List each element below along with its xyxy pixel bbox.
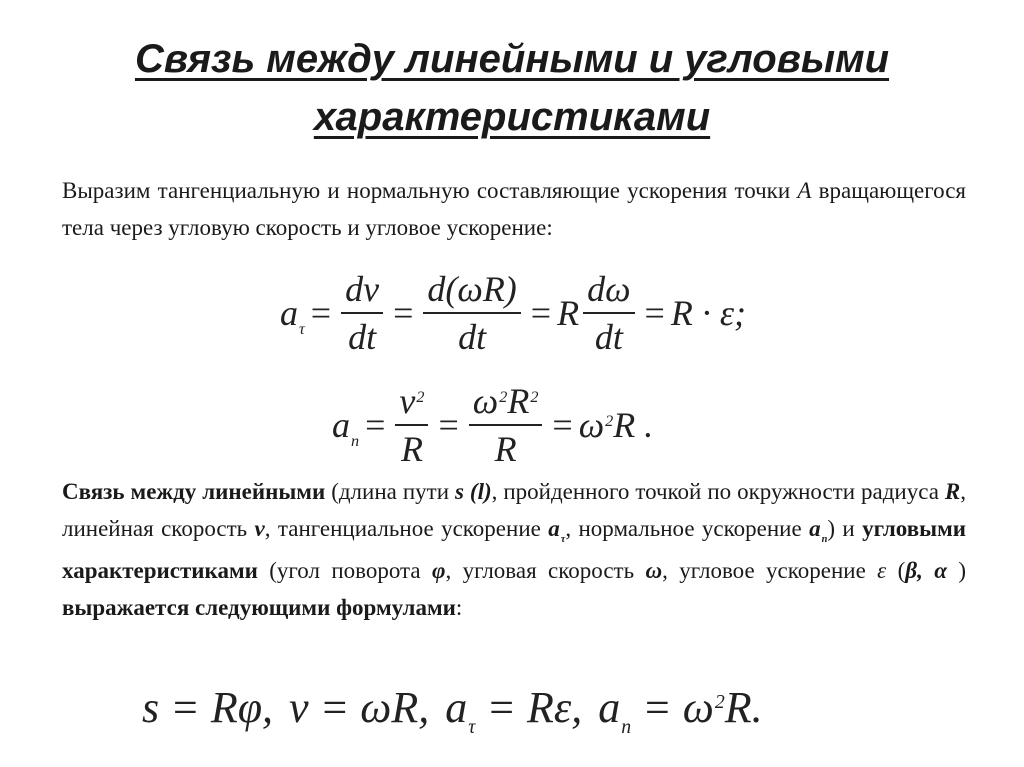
tau-fraction-domega-dt: $\frac{d\omega}{dt}$: [583, 268, 634, 358]
tau-tail: R · ε;: [670, 293, 747, 333]
relation-text-6: , линейная скорость: [62, 479, 966, 541]
summary-path-formula: s = Rφ,: [142, 683, 274, 732]
relation-bold-linear: Связь между линейными: [62, 479, 326, 504]
summary-tangential-formula: $a_\tau = R\varepsilon$,: [445, 683, 583, 738]
relation-atau-symbol: $a_\tau$: [548, 516, 566, 545]
tau-lhs: $a_\tau$: [280, 293, 305, 338]
relation-text-2: (длина пути: [325, 479, 455, 504]
relation-text-4: , пройденного точкой по окружности радиуса: [491, 479, 945, 504]
relation-bold-formulas: выражается следующими формулами: [62, 595, 456, 620]
relation-text-24: :: [455, 595, 463, 620]
n-fraction-v2-r: $\frac{v^2}{R}$: [395, 380, 428, 470]
tau-fraction-domegar-dt: $\frac{d(\omega R)}{dt}$: [423, 268, 520, 358]
relation-radius-symbol: R: [944, 479, 961, 504]
relation-phi-symbol: φ: [431, 558, 446, 583]
tau-r: R: [557, 293, 580, 333]
relation-text-22: ): [946, 558, 966, 583]
relation-text-14: (угол поворота: [257, 558, 432, 583]
n-fraction-omega2r2-r: $\frac{\omega^2R^2}{R}$: [469, 380, 543, 470]
relation-beta-alpha-symbols: β, α: [905, 558, 947, 583]
relation-text-12: ) и: [827, 516, 863, 541]
relation-text-16: , угловая скорость: [445, 558, 646, 583]
tau-eq-1: =: [310, 293, 332, 333]
relation-paragraph: [62, 473, 966, 626]
intro-paragraph: [62, 172, 966, 246]
normal-acceleration-formula: [332, 380, 653, 470]
tau-eq-4: =: [644, 293, 665, 333]
relation-text-10: , нормальное ускорение: [565, 516, 810, 541]
relation-path-symbol: s (l): [454, 479, 492, 504]
relation-velocity-symbol: v: [254, 516, 265, 541]
relation-an-symbol: $a_n$: [809, 516, 828, 545]
tau-fraction-dv-dt: $\frac{dv}{dt}$: [341, 268, 383, 358]
relation-text-20: (: [886, 558, 906, 583]
n-eq-3: =: [552, 405, 573, 445]
n-tail: $\omega^2R$ .: [578, 405, 654, 445]
n-eq-1: =: [365, 405, 386, 445]
intro-text-2: вращающегося тела через угловую скорость и угловое ускорение:: [62, 178, 966, 240]
summary-normal-formula: $a_n = \omega^2R$.: [598, 683, 763, 738]
tau-eq-3: =: [530, 293, 552, 333]
relation-bold-angular: угловыми характеристиками: [62, 516, 966, 583]
n-lhs: $a_n$: [332, 405, 360, 450]
n-eq-2: =: [438, 405, 459, 445]
tangential-acceleration-formula: [280, 268, 746, 358]
summary-velocity-formula: v = ωR,: [289, 683, 430, 732]
tau-eq-2: =: [393, 293, 414, 333]
summary-formula: [142, 682, 763, 738]
relation-text-8: , тангенциальное ускорение: [264, 516, 549, 541]
intro-point-label: A: [797, 178, 812, 203]
intro-text-1: Выразим тангенциальную и нормальную составляющие ускорения точки: [62, 178, 798, 203]
relation-omega-symbol: ω: [645, 558, 663, 583]
slide-title: Связь между линейными и угловыми характеристиками: [134, 37, 890, 139]
relation-epsilon-symbol: ε: [877, 558, 887, 583]
relation-text-18: , угловое ускорение: [662, 558, 878, 583]
